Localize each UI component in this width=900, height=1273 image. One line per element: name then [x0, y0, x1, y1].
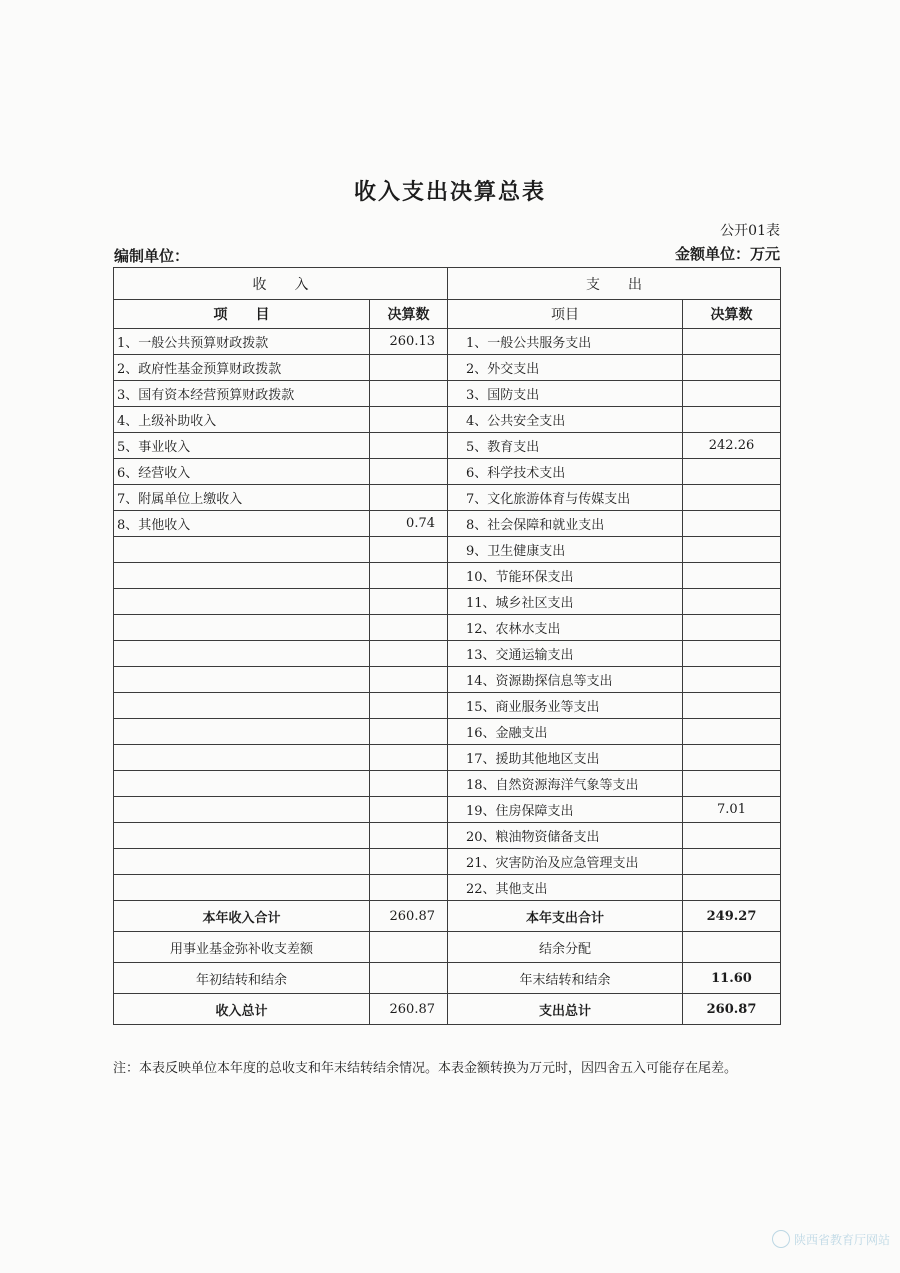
income-item-col-header: 项 目 — [114, 300, 370, 329]
income-item-cell — [114, 797, 370, 823]
section-header-row — [114, 268, 781, 300]
expense-item-cell: 1、一般公共服务支出 — [448, 329, 683, 355]
income-item-cell — [114, 745, 370, 771]
table-row — [114, 693, 781, 719]
income-item-cell: 3、国有资本经营预算财政拨款 — [114, 381, 370, 407]
income-amount-cell — [370, 563, 448, 589]
expense-item-cell: 19、住房保障支出 — [448, 797, 683, 823]
table-row — [114, 563, 781, 589]
site-watermark — [772, 1230, 890, 1248]
expense-amount-cell — [683, 459, 781, 485]
expense-item-cell: 22、其他支出 — [448, 875, 683, 901]
expense-amount-cell: 7.01 — [683, 797, 781, 823]
expense-item-cell: 16、金融支出 — [448, 719, 683, 745]
expense-year-total-value: 249.27 — [683, 901, 781, 932]
expense-amount-cell — [683, 615, 781, 641]
form-code: 公开01表 — [720, 223, 780, 239]
income-amount-cell — [370, 693, 448, 719]
expense-item-cell: 9、卫生健康支出 — [448, 537, 683, 563]
expense-section-header: 支 出 — [448, 268, 781, 300]
grand-total-row — [114, 994, 781, 1025]
table-row — [114, 771, 781, 797]
income-amount-cell — [370, 667, 448, 693]
income-item-cell: 6、经营收入 — [114, 459, 370, 485]
income-grand-total-label: 收入总计 — [114, 994, 370, 1025]
table-row — [114, 849, 781, 875]
expense-item-cell: 7、文化旅游体育与传媒支出 — [448, 485, 683, 511]
watermark-seal-icon — [772, 1230, 790, 1248]
table-row — [114, 407, 781, 433]
table-row — [114, 667, 781, 693]
income-item-cell — [114, 641, 370, 667]
item-rows — [114, 329, 781, 901]
expense-amount-cell: 242.26 — [683, 433, 781, 459]
expense-amount-cell — [683, 329, 781, 355]
income-amount-cell — [370, 459, 448, 485]
table-row — [114, 745, 781, 771]
income-item-cell — [114, 849, 370, 875]
expense-item-cell: 5、教育支出 — [448, 433, 683, 459]
income-item-cell — [114, 667, 370, 693]
expense-amount-cell — [683, 667, 781, 693]
income-amount-cell — [370, 875, 448, 901]
income-amount-cell — [370, 849, 448, 875]
footnote: 注：本表反映单位本年度的总收支和年末结转结余情况。本表金额转换为万元时，因四舍五入可能存在尾差。 — [113, 1061, 738, 1076]
table-row — [114, 381, 781, 407]
expense-amount-cell — [683, 849, 781, 875]
expense-amount-cell — [683, 537, 781, 563]
year-total-row — [114, 901, 781, 932]
expense-item-cell: 3、国防支出 — [448, 381, 683, 407]
balance-row — [114, 963, 781, 994]
expense-item-cell: 8、社会保障和就业支出 — [448, 511, 683, 537]
surplus-allocation-value — [683, 932, 781, 963]
expense-amount-cell — [683, 719, 781, 745]
expense-amount-cell — [683, 875, 781, 901]
income-item-cell — [114, 875, 370, 901]
expense-item-cell: 6、科学技术支出 — [448, 459, 683, 485]
income-amount-cell — [370, 407, 448, 433]
income-item-cell — [114, 771, 370, 797]
table-row — [114, 719, 781, 745]
income-year-total-label: 本年收入合计 — [114, 901, 370, 932]
income-amount-cell — [370, 771, 448, 797]
income-item-cell: 5、事业收入 — [114, 433, 370, 459]
income-amount-cell: 260.13 — [370, 329, 448, 355]
expense-grand-total-value: 260.87 — [683, 994, 781, 1025]
income-item-cell: 4、上级补助收入 — [114, 407, 370, 433]
expense-amount-cell — [683, 823, 781, 849]
expense-amount-col-header: 决算数 — [683, 300, 781, 329]
expense-item-cell: 4、公共安全支出 — [448, 407, 683, 433]
opening-balance-label: 年初结转和结余 — [114, 963, 370, 994]
budget-summary-table — [113, 267, 781, 1025]
income-amount-cell: 0.74 — [370, 511, 448, 537]
table-row — [114, 485, 781, 511]
income-item-cell — [114, 563, 370, 589]
income-item-cell — [114, 719, 370, 745]
income-item-cell — [114, 693, 370, 719]
expense-item-cell: 10、节能环保支出 — [448, 563, 683, 589]
table-row — [114, 875, 781, 901]
income-amount-cell — [370, 719, 448, 745]
surplus-allocation-label: 结余分配 — [448, 932, 683, 963]
expense-item-cell: 12、农林水支出 — [448, 615, 683, 641]
income-amount-cell — [370, 433, 448, 459]
table-row — [114, 459, 781, 485]
expense-item-col-header: 项目 — [448, 300, 683, 329]
expense-amount-cell — [683, 511, 781, 537]
income-amount-cell — [370, 797, 448, 823]
expense-grand-total-label: 支出总计 — [448, 994, 683, 1025]
table-row — [114, 823, 781, 849]
income-amount-cell — [370, 615, 448, 641]
expense-amount-cell — [683, 589, 781, 615]
expense-amount-cell — [683, 407, 781, 433]
income-amount-cell — [370, 745, 448, 771]
table-row — [114, 589, 781, 615]
income-amount-cell — [370, 823, 448, 849]
income-amount-cell — [370, 355, 448, 381]
income-amount-cell — [370, 537, 448, 563]
document-title: 收入支出决算总表 — [353, 179, 546, 205]
table-row — [114, 797, 781, 823]
watermark-text: 陕西省教育厅网站 — [793, 1232, 890, 1247]
income-item-cell — [114, 615, 370, 641]
expense-item-cell: 18、自然资源海洋气象等支出 — [448, 771, 683, 797]
expense-item-cell: 13、交通运输支出 — [448, 641, 683, 667]
amount-unit-label: 金额单位：万元 — [674, 245, 780, 263]
expense-amount-cell — [683, 693, 781, 719]
income-amount-col-header: 决算数 — [370, 300, 448, 329]
expense-item-cell: 21、灾害防治及应急管理支出 — [448, 849, 683, 875]
expense-amount-cell — [683, 641, 781, 667]
income-amount-cell — [370, 485, 448, 511]
table-row — [114, 433, 781, 459]
income-amount-cell — [370, 641, 448, 667]
income-item-cell: 1、一般公共预算财政拨款 — [114, 329, 370, 355]
expense-item-cell: 11、城乡社区支出 — [448, 589, 683, 615]
closing-balance-value: 11.60 — [683, 963, 781, 994]
column-header-row — [114, 300, 781, 329]
expense-amount-cell — [683, 485, 781, 511]
expense-amount-cell — [683, 771, 781, 797]
expense-amount-cell — [683, 355, 781, 381]
income-amount-cell — [370, 589, 448, 615]
table-row — [114, 355, 781, 381]
compiler-unit-label: 编制单位： — [114, 247, 190, 265]
expense-item-cell: 20、粮油物资储备支出 — [448, 823, 683, 849]
income-item-cell: 8、其他收入 — [114, 511, 370, 537]
opening-balance-value — [370, 963, 448, 994]
income-item-cell — [114, 823, 370, 849]
expense-amount-cell — [683, 563, 781, 589]
income-item-cell — [114, 589, 370, 615]
income-grand-total-value: 260.87 — [370, 994, 448, 1025]
expense-amount-cell — [683, 381, 781, 407]
expense-item-cell: 17、援助其他地区支出 — [448, 745, 683, 771]
fund-makeup-label: 用事业基金弥补收支差额 — [114, 932, 370, 963]
expense-amount-cell — [683, 745, 781, 771]
fund-makeup-value — [370, 932, 448, 963]
table-row — [114, 641, 781, 667]
income-item-cell — [114, 537, 370, 563]
closing-balance-label: 年末结转和结余 — [448, 963, 683, 994]
table-row — [114, 329, 781, 355]
income-year-total-value: 260.87 — [370, 901, 448, 932]
income-amount-cell — [370, 381, 448, 407]
expense-year-total-label: 本年支出合计 — [448, 901, 683, 932]
fund-makeup-row — [114, 932, 781, 963]
income-section-header: 收 入 — [114, 268, 448, 300]
expense-item-cell: 2、外交支出 — [448, 355, 683, 381]
table-row — [114, 615, 781, 641]
income-item-cell: 7、附属单位上缴收入 — [114, 485, 370, 511]
expense-item-cell: 14、资源勘探信息等支出 — [448, 667, 683, 693]
expense-item-cell: 15、商业服务业等支出 — [448, 693, 683, 719]
table-row — [114, 511, 781, 537]
table-row — [114, 537, 781, 563]
income-item-cell: 2、政府性基金预算财政拨款 — [114, 355, 370, 381]
